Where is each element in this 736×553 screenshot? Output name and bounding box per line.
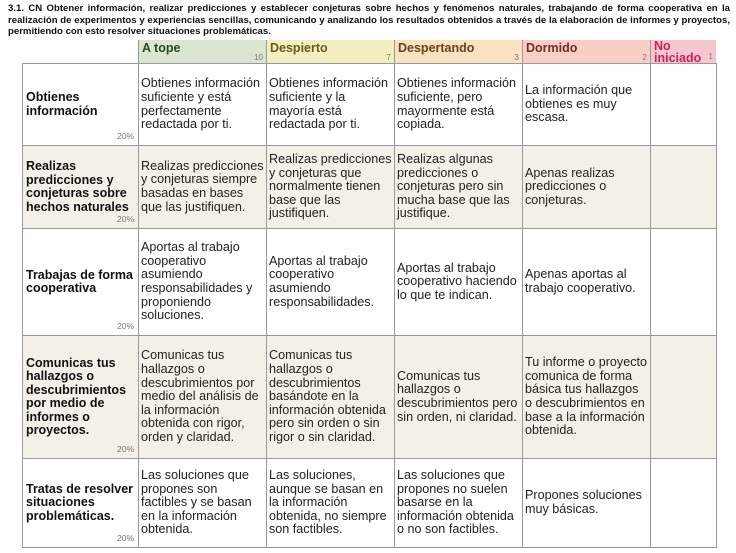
criterion-label [23, 229, 139, 336]
rubric-cell: La información que obtienes es muy escasa. [523, 64, 651, 146]
rubric-cell: Comunicas tus hallazgos o descubrimientos pero sin orden, ni claridad. [395, 336, 523, 459]
rubric-cell: Apenas aportas al trabajo cooperativo. [523, 229, 651, 336]
level-points: 2 [642, 53, 647, 62]
criterion-weight: 20% [116, 130, 134, 141]
level-label: Despierto [270, 41, 328, 55]
level-points: 1 [708, 52, 713, 61]
criterion-label [23, 459, 139, 548]
criterion-weight: 20% [116, 213, 134, 224]
level-label: No iniciado [654, 40, 702, 63]
rubric-cell: Propones soluciones muy básicas. [523, 459, 651, 548]
rubric-cell: Las soluciones que propones no suelen basarse en la información obtenida o no son factibles. [395, 459, 523, 548]
criterion-label [23, 146, 139, 229]
rubric-cell: Realizas algunas predicciones o conjeturas pero sin mucha base que las justifique. [395, 146, 523, 229]
rubric-cell: Comunicas tus hallazgos o descubrimientos basándote en la información obtenida pero sin orden o sin rigor o sin claridad. [267, 336, 395, 459]
criterion-weight: 20% [116, 443, 134, 454]
criterion-weight: 20% [116, 532, 134, 543]
criterion-row [23, 64, 717, 146]
level-header-no-iniciado [650, 40, 716, 63]
level-header-despertando [394, 40, 522, 63]
rubric-cell: Aportas al trabajo cooperativo haciendo lo que te indican. [395, 229, 523, 336]
level-header-dormido [522, 40, 650, 63]
rubric-table [22, 63, 717, 548]
rubric-cell: Comunicas tus hallazgos o descubrimientos por medio del análisis de la información obtenida con rigor, orden y claridad. [139, 336, 267, 459]
criterion-text: Trabajas de forma cooperativa [26, 267, 133, 295]
level-header-despierto [266, 40, 394, 63]
rubric-cell: Aportas al trabajo cooperativo asumiendo responsabilidades y proponiendo soluciones. [139, 229, 267, 336]
rubric-cell-empty [651, 229, 717, 336]
criterion-label [23, 336, 139, 459]
criterion-weight: 20% [116, 320, 134, 331]
criterion-text: Tratas de resolver situaciones problemáticas. [26, 481, 134, 523]
criterion-row [23, 146, 717, 229]
rubric-cell-empty [651, 146, 717, 229]
rubric-cell: Apenas realizas predicciones o conjeturas. [523, 146, 651, 229]
criterion-row [23, 459, 717, 548]
criterion-text: Comunicas tus hallazgos o descubrimientos por medio de informes o proyectos. [26, 355, 127, 437]
rubric-cell: Tu informe o proyecto comunica de forma básica tus hallazgos o descubrimientos en base a la información obtenida. [523, 336, 651, 459]
rubric-cell: Las soluciones, aunque se basan en la información obtenida, no siempre son factibles. [267, 459, 395, 548]
level-points: 10 [254, 53, 263, 62]
level-points: 3 [514, 53, 519, 62]
criterion-label [23, 64, 139, 146]
rubric-cell-empty [651, 64, 717, 146]
level-label: Dormido [526, 41, 578, 55]
rubric-cell: Obtienes información suficiente, pero mayormente está copiada. [395, 64, 523, 146]
level-label: A tope [142, 41, 181, 55]
rubric-cell: Obtienes información suficiente y está perfectamente redactada por ti. [139, 64, 267, 146]
criterion-row [23, 336, 717, 459]
rubric-cell: Las soluciones que propones son factibles y se basan en la información obtenida. [139, 459, 267, 548]
rubric-cell: Obtienes información suficiente y la mayoría está redactada por ti. [267, 64, 395, 146]
level-header-a-tope [138, 40, 266, 63]
criterion-text: Obtienes información [26, 90, 98, 118]
rubric-cell: Aportas al trabajo cooperativo asumiendo responsabilidades. [267, 229, 395, 336]
criterion-row [23, 229, 717, 336]
rubric-title: 3.1. CN Obtener información, realizar predicciones y establecer conjeturas sobre hechos y fenómenos naturales, trabajando de forma cooperativa en la realización de experimentos y experiencias sencillas, comunicando y analizando los resultados obtenidos a través de la elaboración de informes y proyectos, permitiendo con esto resolver situaciones problemáticas. [8, 3, 730, 38]
level-points: 7 [386, 53, 391, 62]
criterion-text: Realizas predicciones y conjeturas sobre hechos naturales [26, 159, 129, 214]
rubric-cell: Realizas predicciones y conjeturas que normalmente tienen base que las justifiquen. [267, 146, 395, 229]
rubric-cell-empty [651, 459, 717, 548]
rubric-cell: Realizas predicciones y conjeturas siempre basadas en bases que las justifiquen. [139, 146, 267, 229]
rubric-cell-empty [651, 336, 717, 459]
level-label: Despertando [398, 41, 475, 55]
